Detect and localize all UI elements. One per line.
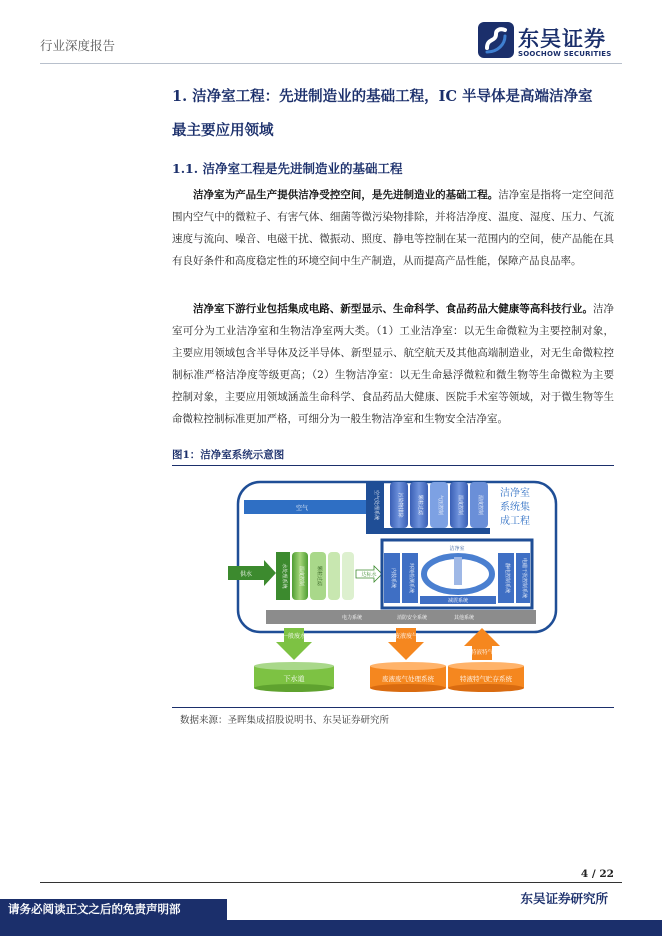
top-unit-1-label: 空气处理系统 — [373, 489, 379, 521]
paragraph-1-lead: 洁净室为产品生产提供洁净受控空间，是先进制造业的基础工程。 — [193, 189, 499, 201]
top-unit-6-label: 湿度控制 — [477, 494, 483, 516]
water-unit-3-label: 颗粒过滤 — [316, 565, 322, 587]
water-input-label: 供水 — [239, 571, 253, 578]
soochow-logo-icon — [478, 22, 514, 58]
figure-title: 图1：洁净室系统示意图 — [172, 449, 285, 461]
cleanroom-box — [382, 540, 532, 608]
air-input-label: 空气 — [295, 505, 309, 512]
output-tank-1 — [254, 662, 334, 692]
output-tank-1-label: 下水道 — [283, 675, 305, 683]
water-output-label: 达标水 — [361, 572, 377, 578]
inner-unit-3-label: 静电控制系统 — [504, 562, 510, 594]
header-divider — [40, 63, 622, 64]
base-system-1: 电力系统 — [341, 615, 363, 621]
top-unit-2-label: 污染物排除 — [397, 492, 403, 518]
footer-divider — [40, 882, 622, 883]
figure-bottom-rule — [172, 707, 614, 708]
vibration-label: 减震系统 — [447, 598, 469, 604]
top-unit-4-label: 气压控制 — [437, 494, 443, 516]
cleanroom-system-diagram — [224, 478, 564, 700]
water-unit-2-label: 温度控制 — [298, 565, 304, 587]
figure-source: 数据来源：圣晖集成招股说明书、东吴证券研究所 — [180, 715, 390, 726]
svg-text:成工程: 成工程 — [500, 516, 530, 527]
report-type-label: 行业深度报告 — [40, 38, 116, 53]
base-system-3: 其他系统 — [453, 615, 475, 621]
output-arrow-1-label: 一般废水 — [281, 633, 307, 640]
output-tank-2 — [370, 662, 446, 692]
footer-band — [0, 920, 662, 936]
logo-english-name: SOOCHOW SECURITIES — [518, 50, 612, 58]
section-heading-line2: 最主要应用领域 — [172, 122, 274, 139]
page-number: 4 / 22 — [580, 868, 614, 880]
paragraph-2 — [172, 298, 614, 430]
inner-unit-4-label: 电磁干扰控制系统 — [521, 557, 527, 599]
paragraph-1-body: 洁净室是指将一定空间范围内空气中的微粒子、有害气体、细菌等微污染物排除，并将洁净度、温度、湿度、压力、气流速度与流向、噪音、电磁干扰、微振动、照度、静电等控制在某一范围内的空间，使产品能在具有良好条件和高度稳定性的环境空间中生产制造，从而提高产品性能，保障产品良品率。 — [172, 189, 615, 267]
paragraph-2-body: 洁净室可分为工业洁净室和生物洁净室两大类。（1）工业洁净室：以无生命微粒为主要控制对象，主要应用领域包含半导体及泛半导体、新型显示、航空航天及其他高端制造业，对无生命微粒控制标准严格洁净度等级更高；（2）生物洁净室：以无生命悬浮微粒和微生物等生命微粒为主要控制对象，主要应用领域涵盖生命科学、食品药品大健康、医院手术室等领域，对于微生物等生命微粒控制标准更加严格，可细分为一般生物洁净室和生物安全洁净室。 — [172, 303, 615, 425]
cleanroom-label: 洁净室 — [449, 546, 465, 552]
output-arrow-2-label: 废液废气 — [393, 633, 419, 640]
footer-org: 东吴证券研究所 — [520, 891, 608, 906]
inner-unit-2-label: 环境检测系统 — [408, 562, 414, 594]
section-heading-line1: 1. 洁净室工程：先进制造业的基础工程，IC 半导体是高端洁净室 — [172, 88, 593, 105]
soochow-logo — [478, 22, 628, 62]
top-unit-3-label: 颗粒过滤 — [417, 494, 423, 516]
subsection-heading: 1.1. 洁净室工程是先进制造业的基础工程 — [172, 161, 403, 176]
figure-top-rule — [172, 465, 614, 466]
water-unit-1-label: 水处理系统 — [281, 563, 287, 589]
svg-text:洁净室: 洁净室 — [500, 488, 530, 499]
logo-chinese-name: 东吴证券 — [518, 27, 606, 51]
base-systems-bar — [266, 610, 536, 624]
inner-unit-1-label: 内装系统 — [390, 567, 396, 589]
output-arrow-3-label: 特液特气 — [470, 650, 494, 656]
water-unit-stack — [276, 552, 354, 600]
output-tank-3-label: 特液特气贮存系统 — [460, 675, 512, 683]
paragraph-1 — [172, 184, 614, 272]
base-system-2: 消防安全系统 — [396, 615, 428, 621]
output-tank-3 — [448, 662, 524, 692]
diagram-title — [500, 486, 530, 527]
paragraph-2-lead: 洁净室下游行业包括集成电路、新型显示、生命科学、食品药品大健康等高科技行业。 — [193, 303, 593, 315]
svg-text:系统集: 系统集 — [500, 502, 530, 513]
disclaimer-bar: 请务必阅读正文之后的免责声明部 — [0, 899, 227, 920]
top-unit-5-label: 温度控制 — [457, 494, 463, 516]
output-tank-2-label: 废液废气处理系统 — [382, 675, 434, 683]
